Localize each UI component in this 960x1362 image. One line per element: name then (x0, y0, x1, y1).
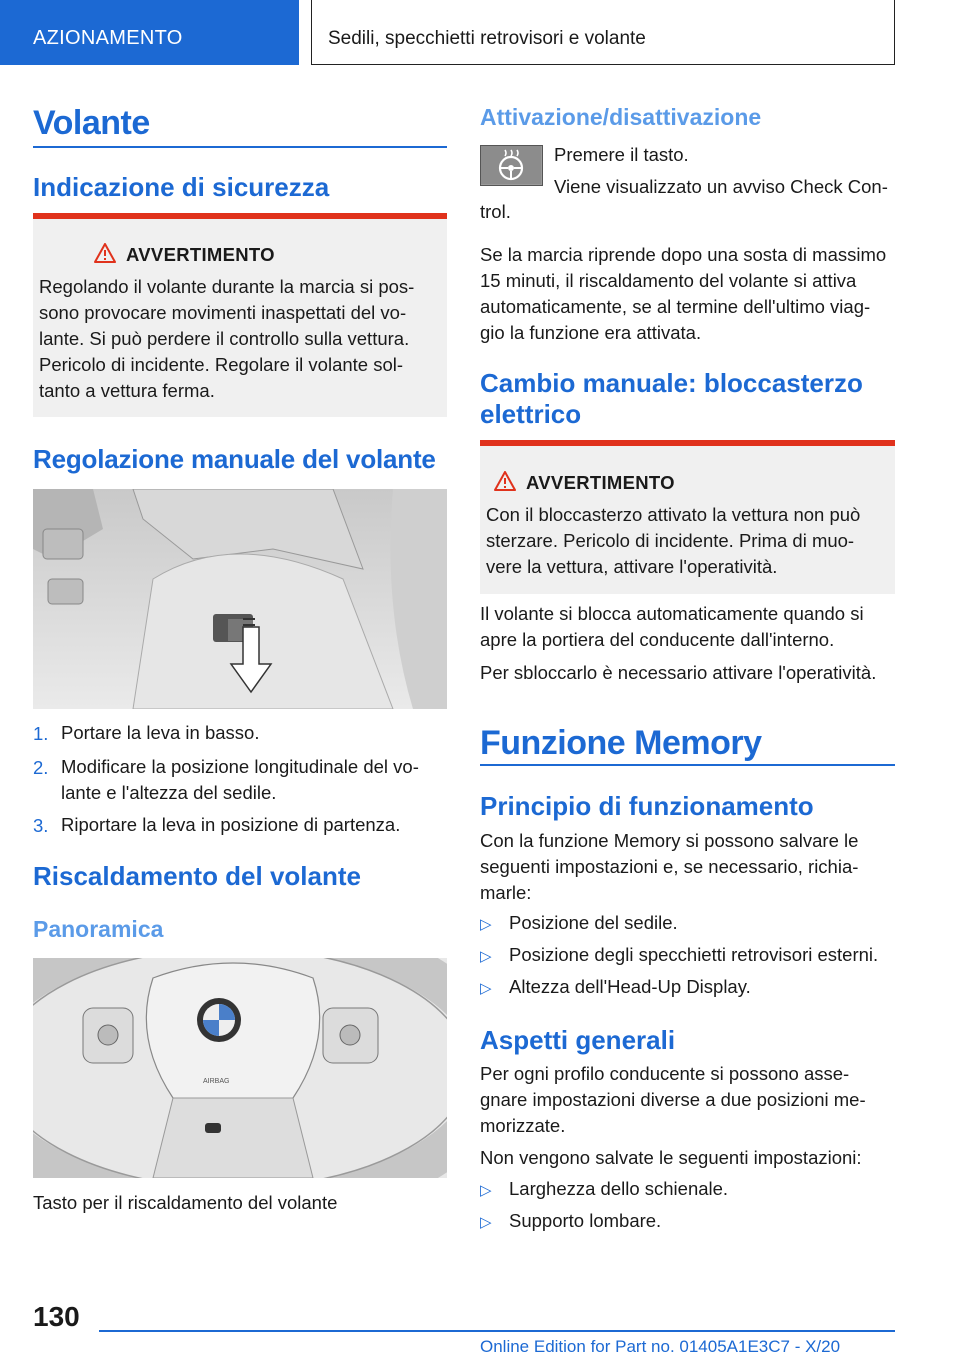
bullet-triangle-icon: ▷ (480, 1182, 492, 1199)
warning-title: AVVERTIMENTO (126, 244, 275, 265)
activation-heading: Attivazione/disattivazione (480, 104, 762, 130)
image-caption: Tasto per il riscaldamento del volante (33, 1192, 338, 1213)
lock-paragraph: Il volante si blocca automaticamente quando si apre la portiera del conducente dall'interno. (480, 603, 864, 650)
list-item: Posizione del sedile. (509, 912, 678, 933)
list-item: Posizione degli specchietti retrovisori esterni. (509, 944, 879, 965)
heating-heading: Riscaldamento del volante (33, 861, 361, 891)
step-text: Modificare la posizione longitudinale del vo- lante e l'altezza del sedile. (61, 756, 419, 803)
step-number: 1. (33, 723, 49, 744)
steering-lock-heading: Cambio manuale: bloccasterzo elettrico (480, 368, 863, 429)
footer-edition[interactable]: Online Edition for Part no. 01405A1E3C7 - X/20 (480, 1337, 841, 1356)
principle-paragraph: Con la funzione Memory si possono salvare le seguenti impostazioni e, se necessario, richia- marle: (480, 830, 859, 903)
header-title: Sedili, specchietti retrovisori e volante (328, 28, 646, 49)
overview-heading: Panoramica (33, 916, 164, 942)
list-item: Supporto lombare. (509, 1210, 662, 1231)
check-text-line1: Viene visualizzato un avviso Check Con- (554, 176, 888, 197)
header-section-tab (0, 0, 299, 65)
step-number: 3. (33, 815, 49, 836)
bullet-triangle-icon: ▷ (480, 1214, 492, 1231)
list-item: Altezza dell'Head-Up Display. (509, 976, 751, 997)
steering-lever-image (33, 489, 447, 709)
resume-paragraph: Se la marcia riprende dopo una sosta di massimo 15 minuti, il riscaldamento del volante si attiva automaticamente, se al termine dell'ultimo viag- gio la funzione era attivata. (480, 244, 887, 343)
footer-rule (99, 1330, 895, 1332)
warning-text: Con il bloccasterzo attivato la vettura non può sterzare. Pericolo di incidente. Prima di muo- vere la vettura, attivare l'operatività. (486, 504, 861, 577)
warning-box-steering (33, 213, 447, 417)
step-text: Riportare la leva in posizione di partenza. (61, 814, 401, 835)
warning-text: Regolando il volante durante la marcia si pos- sono provocare movimenti inaspettati del vo- lante. Si può perdere il controllo sulla vettura. Pericolo di incidente. Regolare il volante sol- tanto a vettura ferma. (39, 276, 415, 401)
warning-triangle-icon (94, 243, 116, 263)
header-section-label: AZIONAMENTO (33, 27, 183, 49)
press-text: Premere il tasto. (554, 144, 689, 165)
steering-heat-button-icon (480, 145, 543, 186)
warning-box-lock (480, 440, 895, 594)
steering-wheel-image (33, 958, 447, 1178)
step-number: 2. (33, 757, 49, 778)
general-heading: Aspetti generali (480, 1025, 676, 1055)
warning-triangle-icon (494, 471, 516, 491)
not-saved-intro: Non vengono salvate le seguenti impostazioni: (480, 1147, 862, 1168)
bullet-triangle-icon: ▷ (480, 980, 492, 997)
check-text-line2: trol. (480, 201, 511, 222)
bullet-triangle-icon: ▷ (480, 916, 492, 933)
memory-heading: Funzione Memory (480, 724, 762, 762)
general-paragraph: Per ogni profilo conducente si possono asse- gnare impostazioni diverse a due posizioni me- morizzate. (480, 1063, 866, 1136)
manual-adjust-heading: Regolazione manuale del volante (33, 444, 436, 474)
step-text: Portare la leva in basso. (61, 722, 260, 743)
page-number: 130 (33, 1301, 80, 1332)
airbag-label: AIRBAG (203, 1078, 230, 1085)
title-rule (33, 146, 447, 148)
principle-heading: Principio di funzionamento (480, 791, 814, 821)
warning-title: AVVERTIMENTO (526, 472, 675, 493)
page-title: Volante (33, 104, 150, 142)
header-title-box (311, 0, 895, 65)
bullet-triangle-icon: ▷ (480, 948, 492, 965)
list-item: Larghezza dello schienale. (509, 1178, 729, 1199)
safety-heading: Indicazione di sicurezza (33, 172, 330, 202)
unlock-paragraph: Per sbloccarlo è necessario attivare l'operatività. (480, 662, 877, 683)
memory-rule (480, 764, 895, 766)
